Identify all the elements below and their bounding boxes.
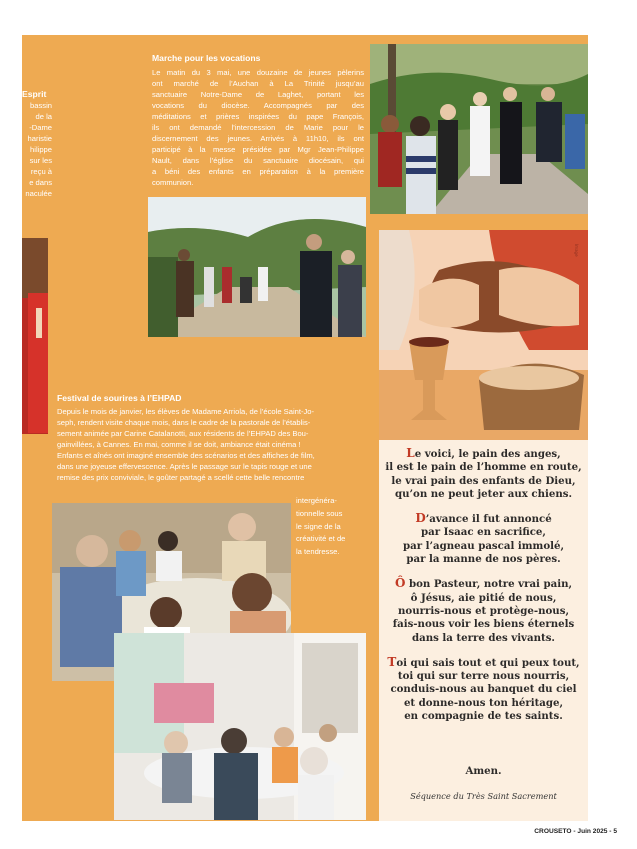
text-line: sanctuaire Notre-Dame de Laghet, portant les xyxy=(152,90,364,99)
festival-body xyxy=(57,406,361,483)
marche-title: Marche pour les vocations xyxy=(152,53,261,63)
text-line: reçu à xyxy=(30,167,52,176)
text-line: intergénéra- xyxy=(296,496,337,505)
text-line: Le matin du 3 mai, une douzaine de jeunes pèlerins xyxy=(152,68,364,77)
poem-line xyxy=(382,656,585,670)
marche-body xyxy=(152,67,364,188)
text-line: sement animée par Carine Catalanotti, aux résidents de l’EHPAD des Bou- xyxy=(57,429,309,438)
poem-line: ô Jésus, aie pitié de nous, xyxy=(410,591,557,604)
poem-source: Séquence du Très Saint Sacrement xyxy=(410,791,557,801)
drop-cap: D xyxy=(415,511,426,526)
text-line: discernement des jeunes. Arrivés à 11h10, ils ont xyxy=(152,134,364,143)
illustration-bread-chalice xyxy=(379,230,588,440)
cropped-photo-left xyxy=(22,238,48,434)
page-footer: CROUSETO - Juin 2025 - 5 xyxy=(534,828,617,835)
poem-line-text: bon Pasteur, notre vrai pain, xyxy=(405,578,573,591)
text-line: le signe de la xyxy=(296,521,341,531)
text-line: vocations du diocèse. Accompagnés par des xyxy=(152,101,364,110)
poem-line: fais-nous voir les biens éternels xyxy=(392,618,575,631)
text-line: dans une joyeuse effervescence. Après le passage sur le tapis rouge et une xyxy=(57,462,312,471)
text-line: remise des prix conviviale, le goûter partagé a scellé cette belle rencontre xyxy=(57,473,305,482)
poem-line: dans la terre des vivants. xyxy=(412,631,555,644)
poem-line: nourris-nous et protège-nous, xyxy=(398,604,569,617)
poem-line: par Isaac en sacrifice, xyxy=(421,526,546,539)
photo-pilgrims-road xyxy=(370,44,588,214)
photo-path-walkers xyxy=(148,197,366,337)
poem-line: en compagnie de tes saints. xyxy=(404,710,563,723)
text-line: participé à la messe présidée par Mgr Jean-Philippe xyxy=(152,145,364,154)
text-line: a béni des enfants en préparation à la première xyxy=(152,167,364,176)
festival-article xyxy=(57,392,361,483)
text-line: e dans xyxy=(29,178,52,187)
drop-cap: T xyxy=(387,654,397,669)
text-line: Nault, dans l’église du sanctuaire diocésain, qui xyxy=(152,156,364,165)
poem-line xyxy=(382,577,585,591)
poem-stanza xyxy=(382,512,585,566)
drop-cap: Ô xyxy=(394,576,406,591)
text-line: de la xyxy=(35,112,52,121)
text-line: ils ont demandé l’intercession de Marie pour le xyxy=(152,123,364,132)
poem-line: qu’on ne peut jeter aux chiens. xyxy=(394,487,573,500)
text-line: naculée xyxy=(25,189,52,198)
poem-line-text: ’avance il fut annoncé xyxy=(425,513,552,526)
svg-text:Image: Image xyxy=(574,244,579,257)
poem-line: par l’agneau pascal immolé, xyxy=(402,539,565,552)
photo-ehpad-hall xyxy=(114,633,366,820)
left-column-heading: Esprit xyxy=(22,89,47,99)
poem-text xyxy=(382,447,585,734)
poem-line: et donne-nous ton héritage, xyxy=(403,696,564,709)
poem-stanza xyxy=(382,656,585,723)
text-line: Depuis le mois de janvier, les élèves de Madame Arriola, de l’école Saint-Jo- xyxy=(57,407,315,416)
poem-line xyxy=(382,512,585,526)
poem-line: conduis-nous au banquet du ciel xyxy=(390,683,577,696)
text-line: seph, rendent visite chaque mois, dans le cadre de la pastorale de l’établis- xyxy=(57,418,311,427)
text-line: créativité et de xyxy=(296,534,346,544)
poem-line: par la manne de nos pères. xyxy=(406,553,561,566)
poem-line: le vrai pain des enfants de Dieu, xyxy=(391,474,576,487)
festival-side-text xyxy=(296,495,362,559)
festival-title: Festival de sourires à l’EHPAD xyxy=(57,393,182,403)
text-line: tionnelle sous xyxy=(296,508,343,518)
left-column-text xyxy=(22,100,52,199)
poem-amen: Amen. xyxy=(465,765,502,777)
poem-line: toi qui sur terre nous nourris, xyxy=(397,670,570,683)
marche-article xyxy=(152,52,364,188)
text-line: gainvillées, à Cannes. En mai, comme il se doit, ambiance était cinéma ! xyxy=(57,440,301,449)
text-line: méditations et prières inspirées du pape François, xyxy=(152,112,364,121)
text-line: bassin xyxy=(30,101,52,110)
drop-cap: L xyxy=(406,446,415,460)
text-line: -Dame xyxy=(29,123,52,132)
poem-line xyxy=(382,447,585,461)
left-column xyxy=(22,88,52,199)
poem-stanza xyxy=(382,447,585,501)
text-line: ont marché de l’Auchan à La Trinité jusqu’au xyxy=(152,79,364,88)
text-line: communion. xyxy=(152,178,194,187)
text-line: Enfants et aînés ont imaginé ensemble des scénarios et des affiches de film, xyxy=(57,451,315,460)
poem-line-text: e voici, le pain des anges, xyxy=(414,448,561,460)
white-divider xyxy=(370,213,378,821)
poem-line: il est le pain de l’homme en route, xyxy=(385,461,582,474)
text-line: hilippe xyxy=(30,145,52,154)
text-line: sur les xyxy=(29,156,52,165)
poem-line-text: oi qui sais tout et qui peux tout, xyxy=(396,656,580,669)
text-line: la tendresse. xyxy=(296,547,340,557)
text-line: haristie xyxy=(27,134,52,143)
poem-stanza xyxy=(382,577,585,644)
